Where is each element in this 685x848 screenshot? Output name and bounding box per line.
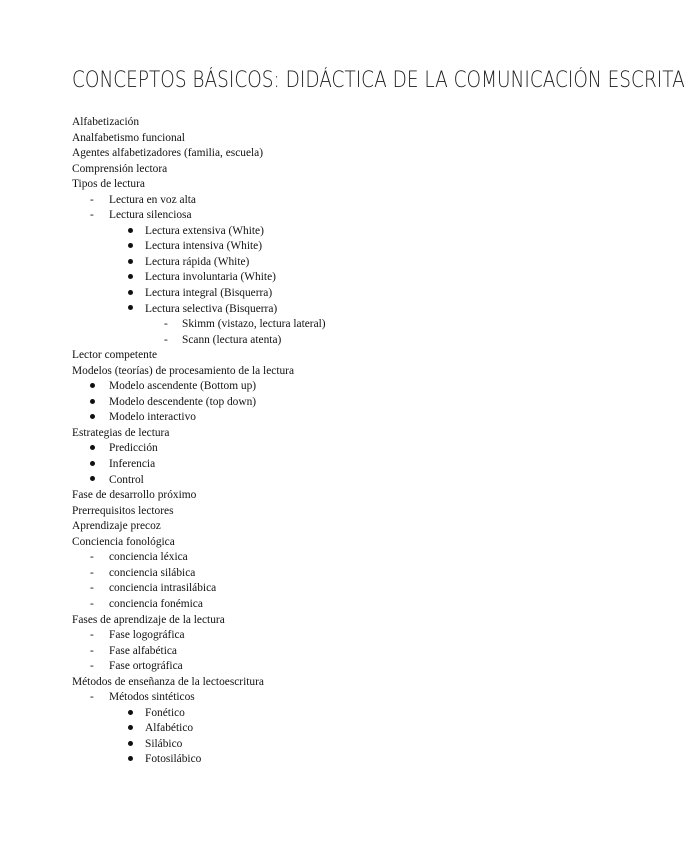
list-item-text: Lectura en voz alta — [109, 193, 196, 206]
list-item — [72, 239, 552, 255]
bullet-icon — [128, 302, 133, 318]
list-item-text: Modelos (teorías) de procesamiento de la lectura — [72, 364, 295, 377]
list-item — [72, 348, 552, 364]
dash-icon: - — [90, 597, 94, 610]
list-item — [72, 146, 552, 162]
list-item-text: Lectura extensiva (White) — [145, 224, 264, 237]
list-item-text: Analfabetismo funcional — [72, 131, 185, 144]
list-item-text: conciencia silábica — [109, 566, 196, 579]
bullet-icon — [128, 706, 133, 722]
list-item-text: Fase de desarrollo próximo — [72, 489, 197, 502]
list-item-text: Lectura selectiva (Bisquerra) — [145, 302, 278, 315]
list-item-text: Scann (lectura atenta) — [182, 333, 282, 346]
list-item-text: Predicción — [109, 442, 158, 455]
list-item-text: conciencia léxica — [109, 551, 188, 564]
list-item — [72, 504, 552, 520]
list-item — [72, 535, 552, 551]
list-item-text: Skimm (vistazo, lectura lateral) — [182, 318, 326, 331]
list-item-text: Estrategias de lectura — [72, 426, 170, 439]
list-item-text: Comprensión lectora — [72, 162, 168, 175]
list-item — [72, 613, 552, 629]
list-item — [72, 659, 552, 675]
bullet-icon — [90, 473, 95, 489]
list-item — [72, 566, 552, 582]
list-item-text: Lectura rápida (White) — [145, 255, 250, 268]
list-item-text: Lectura integral (Bisquerra) — [145, 287, 273, 300]
dash-icon: - — [90, 660, 94, 673]
list-item — [72, 364, 552, 380]
list-item — [72, 115, 552, 131]
list-item-text: Lectura intensiva (White) — [145, 240, 263, 253]
list-item-text: Lectura silenciosa — [109, 209, 192, 222]
list-item-text: Fonético — [145, 706, 185, 719]
list-item — [72, 333, 552, 349]
list-item — [72, 581, 552, 597]
list-item — [72, 395, 552, 411]
list-item — [72, 644, 552, 660]
list-item — [72, 177, 552, 193]
bullet-icon — [128, 239, 133, 255]
list-item-text: Lector competente — [72, 349, 158, 362]
list-item-text: Fase alfabética — [109, 644, 177, 657]
bullet-icon — [90, 379, 95, 395]
dash-icon: - — [164, 318, 168, 331]
list-item — [72, 519, 552, 535]
list-item-text: Fase ortográfica — [109, 660, 183, 673]
bullet-icon — [128, 270, 133, 286]
list-item-text: Métodos de enseñanza de la lectoescritura — [72, 675, 264, 688]
list-item — [72, 690, 552, 706]
list-item — [72, 550, 552, 566]
list-item — [72, 706, 552, 722]
list-item-text: Alfabético — [145, 722, 194, 735]
list-item — [72, 721, 552, 737]
list-item — [72, 379, 552, 395]
list-item — [72, 270, 552, 286]
list-item — [72, 224, 552, 240]
dash-icon: - — [90, 582, 94, 595]
dash-icon: - — [90, 644, 94, 657]
bullet-icon — [128, 286, 133, 302]
bullet-icon — [90, 395, 95, 411]
bullet-icon — [90, 441, 95, 457]
list-item — [72, 441, 552, 457]
list-item-text: Modelo descendente (top down) — [109, 395, 257, 408]
list-item-text: conciencia fonémica — [109, 597, 203, 610]
list-item — [72, 208, 552, 224]
list-item-text: Fases de aprendizaje de la lectura — [72, 613, 225, 626]
list-item — [72, 457, 552, 473]
list-item-text: Fotosilábico — [145, 753, 202, 766]
list-item — [72, 488, 552, 504]
dash-icon: - — [90, 193, 94, 206]
list-item — [72, 410, 552, 426]
outline-list — [72, 115, 552, 768]
bullet-icon — [128, 224, 133, 240]
list-item — [72, 286, 552, 302]
list-item — [72, 752, 552, 768]
dash-icon: - — [164, 333, 168, 346]
list-item-text: Fase logográfica — [109, 629, 185, 642]
page-title: CONCEPTOS BÁSICOS: DIDÁCTICA DE LA COMUNICACIÓN ESCRITA — [72, 68, 685, 93]
list-item-text: Modelo interactivo — [109, 411, 196, 424]
list-item — [72, 597, 552, 613]
list-item-text: conciencia intrasilábica — [109, 582, 217, 595]
bullet-icon — [128, 752, 133, 768]
list-item — [72, 473, 552, 489]
list-item-text: Conciencia fonológica — [72, 535, 175, 548]
bullet-icon — [128, 737, 133, 753]
bullet-icon — [128, 255, 133, 271]
dash-icon: - — [90, 629, 94, 642]
list-item-text: Control — [109, 473, 144, 486]
list-item-text: Inferencia — [109, 458, 156, 471]
list-item — [72, 426, 552, 442]
list-item — [72, 675, 552, 691]
list-item — [72, 302, 552, 318]
bullet-icon — [90, 457, 95, 473]
dash-icon: - — [90, 209, 94, 222]
list-item — [72, 162, 552, 178]
list-item-text: Agentes alfabetizadores (familia, escuela) — [72, 147, 264, 160]
list-item-text: Silábico — [145, 737, 183, 750]
list-item — [72, 737, 552, 753]
list-item — [72, 193, 552, 209]
bullet-icon — [128, 721, 133, 737]
list-item — [72, 628, 552, 644]
dash-icon: - — [90, 551, 94, 564]
list-item-text: Tipos de lectura — [72, 178, 145, 191]
list-item-text: Alfabetización — [72, 116, 140, 128]
list-item-text: Prerrequisitos lectores — [72, 504, 174, 517]
list-item-text: Lectura involuntaria (White) — [145, 271, 276, 284]
list-item — [72, 255, 552, 271]
dash-icon: - — [90, 691, 94, 704]
dash-icon: - — [90, 566, 94, 579]
list-item-text: Aprendizaje precoz — [72, 520, 161, 533]
list-item-text: Modelo ascendente (Bottom up) — [109, 380, 257, 393]
list-item-text: Métodos sintéticos — [109, 691, 195, 704]
list-item — [72, 317, 552, 333]
list-item — [72, 131, 552, 147]
bullet-icon — [90, 410, 95, 426]
